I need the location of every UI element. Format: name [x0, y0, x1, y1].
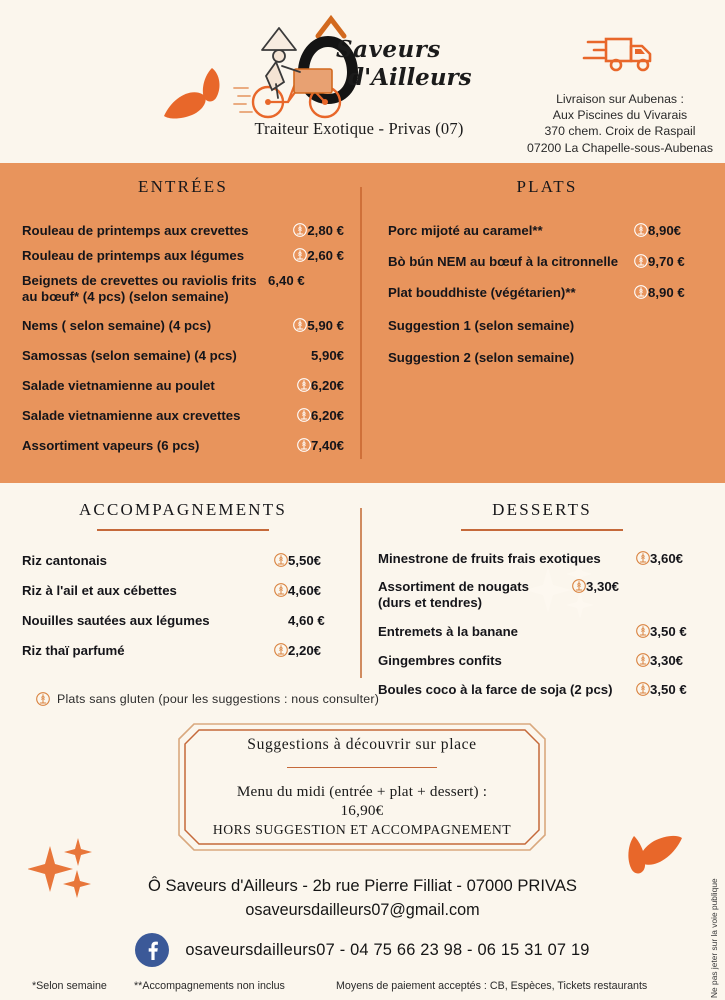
- menu-item-price: 2,60 €: [307, 247, 344, 263]
- menu-item[interactable]: [378, 653, 706, 669]
- section-entrees: [22, 177, 344, 463]
- section-items: [378, 551, 706, 699]
- suggestion-menu-price: 16,90€: [340, 802, 384, 820]
- delivery-line-0: Livraison sur Aubenas :: [556, 92, 684, 106]
- section-rule: [104, 206, 262, 208]
- menu-item-name: Suggestion 2 (selon semaine): [388, 349, 575, 365]
- menu-item-name: Nems ( selon semaine) (4 pcs): [22, 317, 212, 333]
- suggestion-rule: [287, 767, 437, 769]
- section-title: DESSERTS: [492, 500, 592, 519]
- menu-item-price: 5,90 €: [307, 317, 344, 333]
- gluten-free-icon: [293, 318, 307, 332]
- section-items: [22, 223, 344, 455]
- menu-item[interactable]: [22, 223, 344, 239]
- footnote-accompagnements: **Accompagnements non inclus: [134, 980, 285, 992]
- delivery-info: [520, 30, 720, 156]
- menu-item-price: 3,30€: [586, 578, 620, 594]
- footer-social-text: osaveursdailleurs07 - 04 75 66 23 98 - 06 15 31 07 19: [185, 940, 590, 959]
- menu-item-name: Gingembres confits: [378, 652, 502, 668]
- delivery-line-2: 370 chem. Croix de Raspail: [544, 124, 696, 139]
- menu-item-name: Salade vietnamienne aux crevettes: [22, 408, 241, 424]
- suggestion-exclusion: HORS SUGGESTION ET ACCOMPAGNEMENT: [212, 822, 512, 838]
- menu-item-price: 6,20€: [310, 378, 344, 394]
- gluten-free-icon: [274, 643, 288, 657]
- menu-item[interactable]: [22, 348, 344, 364]
- section-title: ACCOMPAGNEMENTS: [78, 500, 288, 519]
- section-items: [388, 223, 706, 366]
- gluten-free-icon: [293, 223, 307, 237]
- menu-item-price: 5,90€: [310, 348, 344, 364]
- footnote-selon-semaine: *Selon semaine: [32, 980, 107, 992]
- gluten-free-icon: [634, 285, 648, 299]
- menu-item-price: 3,50 €: [650, 682, 687, 698]
- header: [0, 0, 725, 163]
- section-rule: [461, 529, 623, 531]
- menu-item-name: Plat bouddhiste (végétarien)**: [388, 284, 576, 300]
- menu-item[interactable]: [22, 318, 344, 334]
- menu-item-price: 3,50 €: [650, 623, 687, 639]
- logo-line-2: d'Ailleurs: [348, 64, 472, 91]
- menu-item[interactable]: [22, 408, 344, 424]
- menu-item-price: 2,20€: [288, 642, 322, 658]
- menu-item[interactable]: [22, 553, 344, 569]
- menu-item-price: 7,40€: [310, 438, 344, 454]
- menu-item-name: Suggestion 1 (selon semaine): [388, 317, 575, 333]
- menu-item-name: Samossas (selon semaine) (4 pcs): [22, 348, 237, 364]
- menu-item[interactable]: [388, 350, 706, 366]
- section-rule: [474, 206, 620, 208]
- menu-item-name: Bò bún NEM au bœuf à la citronnelle: [388, 253, 619, 269]
- gluten-free-icon: [274, 583, 288, 597]
- footer-address: Ô Saveurs d'Ailleurs - 2b rue Pierre Filliat - 07000 PRIVAS: [148, 876, 577, 895]
- band-column-divider: [360, 187, 362, 459]
- logo-wordmark: [336, 38, 486, 89]
- cream-column-divider: [360, 508, 362, 678]
- menu-item-price: 4,60€: [288, 582, 322, 598]
- menu-item-price: 3,60€: [650, 550, 684, 566]
- section-accompagnements: [22, 500, 344, 668]
- gluten-free-legend: [32, 692, 379, 706]
- footer-social: [0, 933, 725, 967]
- section-rule: [97, 529, 269, 531]
- gluten-free-icon: [36, 692, 50, 706]
- delivery-address: [520, 91, 720, 156]
- menu-item[interactable]: [388, 223, 706, 239]
- section-items: [22, 553, 344, 659]
- menu-item-name: Nouilles sautées aux légumes: [22, 612, 210, 628]
- gluten-free-icon: [634, 223, 648, 237]
- menu-item[interactable]: [22, 583, 344, 599]
- gluten-free-icon: [293, 248, 307, 262]
- suggestion-headline: Suggestions à découvrir sur place: [247, 735, 477, 753]
- suggestion-menu-line: Menu du midi (entrée + plat + dessert) :: [236, 783, 488, 801]
- leaf-decoration-icon: [160, 62, 236, 122]
- section-title: ENTRÉES: [137, 177, 228, 196]
- logo-line-1: Saveurs: [336, 36, 441, 63]
- menu-item[interactable]: [388, 318, 706, 334]
- menu-item-name: Assortiment de nougats (durs et tendres): [378, 578, 529, 610]
- delivery-line-1: Aux Piscines du Vivarais: [552, 108, 688, 123]
- menu-item-price: 6,20€: [310, 408, 344, 424]
- gluten-free-icon: [274, 553, 288, 567]
- menu-item[interactable]: [22, 438, 344, 454]
- section-title: PLATS: [516, 177, 578, 196]
- menu-item[interactable]: [22, 273, 344, 305]
- delivery-line-3: 07200 La Chapelle-sous-Aubenas: [527, 140, 713, 155]
- legend-text: Plats sans gluten (pour les suggestions : nous consulter): [57, 692, 380, 706]
- menu-item-price: 2,80 €: [307, 222, 344, 238]
- gluten-free-icon: [297, 378, 311, 392]
- menu-item[interactable]: [22, 643, 344, 659]
- menu-item-name: Assortiment vapeurs (6 pcs): [22, 438, 200, 454]
- menu-item[interactable]: [378, 682, 706, 698]
- gluten-free-icon: [636, 653, 650, 667]
- menu-item[interactable]: [378, 624, 706, 640]
- gluten-free-icon: [636, 682, 650, 696]
- menu-item-price: 3,30€: [650, 652, 684, 668]
- suggestion-box: [178, 723, 546, 851]
- menu-item-price: 9,70 €: [648, 253, 685, 269]
- footnote-payment: Moyens de paiement acceptés : CB, Espèces, Tickets restaurants: [336, 980, 648, 992]
- menu-item-name: Entremets à la banane: [378, 623, 518, 639]
- menu-item-price: 4,60 €: [288, 612, 325, 628]
- menu-item-name: Salade vietnamienne au poulet: [22, 378, 215, 394]
- menu-item[interactable]: [22, 248, 344, 264]
- menu-item[interactable]: [378, 579, 706, 611]
- section-desserts: [378, 500, 706, 707]
- menu-item-name: Riz thaï parfumé: [22, 642, 125, 658]
- menu-item[interactable]: [388, 285, 706, 301]
- tagline: Traiteur Exotique - Privas (07): [254, 119, 464, 138]
- menu-item-name: Rouleau de printemps aux crevettes: [22, 222, 249, 238]
- legal-vertical-note: Ne pas jeter sur la voie publique: [709, 878, 719, 998]
- gluten-free-icon: [634, 254, 648, 268]
- menu-item-name: Riz cantonais: [22, 552, 108, 568]
- delivery-truck-icon: [582, 30, 658, 80]
- menu-item[interactable]: [22, 613, 344, 629]
- menu-item-name: Porc mijoté au caramel**: [388, 222, 543, 238]
- menu-item[interactable]: [378, 551, 706, 567]
- footer-email[interactable]: osaveursdailleurs07@gmail.com: [245, 901, 480, 919]
- menu-item-price: 6,40 €: [268, 272, 305, 288]
- menu-item-price: 8,90 €: [648, 284, 685, 300]
- gluten-free-icon: [572, 579, 586, 593]
- menu-item-name: Rouleau de printemps aux légumes: [22, 247, 245, 263]
- gluten-free-icon: [636, 551, 650, 565]
- gluten-free-icon: [636, 624, 650, 638]
- menu-item-price: 5,50€: [288, 552, 322, 568]
- menu-item[interactable]: [22, 378, 344, 394]
- menu-item[interactable]: [388, 254, 706, 270]
- menu-item-name: Riz à l'ail et aux cébettes: [22, 582, 177, 598]
- menu-item-name: Beignets de crevettes ou raviolis frits au bœuf* (4 pcs) (selon semaine): [22, 272, 257, 304]
- menu-item-name: Minestrone de fruits frais exotiques: [378, 550, 601, 566]
- facebook-icon[interactable]: [135, 933, 169, 967]
- section-plats: [388, 177, 706, 375]
- gluten-free-icon: [297, 438, 311, 452]
- gluten-free-icon: [297, 408, 311, 422]
- menu-item-name: Boules coco à la farce de soja (2 pcs): [378, 682, 613, 698]
- menu-item-price: 8,90€: [648, 222, 682, 238]
